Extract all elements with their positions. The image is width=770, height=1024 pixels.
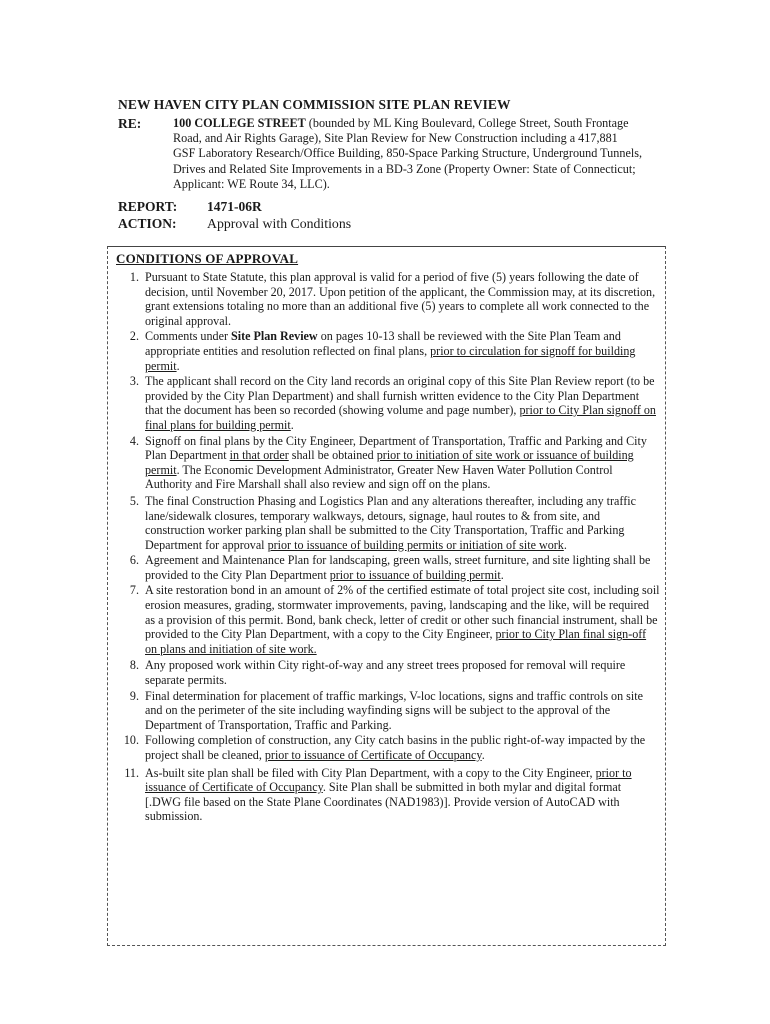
condition-text-run: . <box>500 567 504 582</box>
condition-number: 4. <box>129 433 139 448</box>
condition-underlined-text: prior to issuance of Certificate of Occupancy <box>145 765 632 795</box>
condition-text <box>145 329 660 373</box>
condition-item <box>112 329 660 373</box>
condition-item <box>112 658 660 687</box>
condition-item <box>112 689 660 733</box>
condition-underlined-text: prior to issuance of building permit <box>329 567 501 582</box>
document-title: NEW HAVEN CITY PLAN COMMISSION SITE PLAN REVIEW <box>118 97 511 112</box>
condition-number: 6. <box>129 553 139 568</box>
condition-item <box>112 766 660 824</box>
condition-item <box>112 270 660 328</box>
condition-number: 11. <box>124 765 139 780</box>
condition-number: 3. <box>129 374 139 389</box>
condition-number: 2. <box>129 329 139 344</box>
condition-item <box>112 494 660 552</box>
condition-text-run: Pursuant to State Statute, this plan approval is valid for a period of five (5) years following the date of decision, until November 20, 2017. Upon petition of the applicant, the Commission may, at its discretion, grant extensions totaling no more than an additional five (5) years to complete all work connected to the original approval. <box>145 270 656 328</box>
condition-item <box>112 733 660 762</box>
condition-number: 1. <box>129 270 139 284</box>
condition-number: 5. <box>129 493 139 508</box>
condition-text-run: As-built site plan shall be filed with City Plan Department, with a copy to the City Engineer, <box>145 765 596 780</box>
condition-underlined-text: prior to City Plan signoff on final plans for building permit <box>145 403 656 432</box>
condition-text <box>145 658 660 687</box>
condition-text <box>145 766 660 824</box>
condition-text-run: . <box>176 358 180 373</box>
condition-text-run: Any proposed work within City right-of-way and any street trees proposed for removal will require separate permits. <box>145 658 626 688</box>
condition-text <box>145 494 660 552</box>
conditions-heading: CONDITIONS OF APPROVAL <box>116 251 299 266</box>
condition-text-run: on pages 10-13 shall be reviewed with the Site Plan Team and appropriate entities and resolution reflected on final plans, <box>145 329 621 358</box>
report-number: 1471-06R <box>207 199 262 214</box>
condition-text-run: Agreement and Maintenance Plan for landscaping, green walls, street furniture, and site lighting shall be provided to the City Plan Department <box>145 553 651 582</box>
conditions-list <box>112 270 660 824</box>
condition-text <box>145 689 660 733</box>
condition-text-run: Following completion of construction, any City catch basins in the public right-of-way impacted by the project shall be cleaned, <box>145 733 646 762</box>
condition-text-run: . <box>563 537 567 552</box>
report-label: REPORT: <box>118 199 178 214</box>
condition-item <box>112 553 660 582</box>
condition-text-run: shall be obtained <box>288 448 377 463</box>
condition-item <box>112 583 660 656</box>
condition-text <box>145 270 660 328</box>
condition-underlined-text: prior to City Plan final sign-off on plans and initiation of site work. <box>145 627 647 656</box>
condition-text <box>145 374 660 432</box>
condition-number: 10. <box>123 733 139 748</box>
condition-number: 9. <box>129 688 139 703</box>
condition-text-run: . The Economic Development Administrator, Greater New Haven Water Pollution Control Authority and Fire Marshall shall also review and sign off on the plans. <box>145 462 613 492</box>
condition-text-run: The final Construction Phasing and Logistics Plan and any alterations thereafter, including any traffic lane/sidewalk closures, temporary walkways, detours, signage, haul routes to & from site, and construction worker parking plan shall be submitted to the City Transportation, Traffic and Parking Department for approval <box>145 493 636 552</box>
condition-text-run: Signoff on final plans by the City Engineer, Department of Transportation, Traffic and Parking and City Plan Department <box>145 433 647 463</box>
condition-text-run: . <box>290 417 294 432</box>
condition-text-run: Comments under <box>145 329 231 344</box>
re-address: 100 COLLEGE STREET <box>173 116 306 130</box>
condition-text <box>145 733 660 762</box>
condition-text-run: A site restoration bond in an amount of 2% of the certified estimate of total project site cost, including soil erosion measures, grading, stormwater improvements, paving, landscaping and the like, will be required as a provision of this permit. Bond, bank check, letter of credit or other such financial instrument, shall be provided to the City Plan Department, with a copy to the City Engineer, <box>145 583 660 642</box>
condition-item <box>112 374 660 432</box>
condition-text-run: Final determination for placement of traffic markings, V-loc locations, signs and traffic controls on site and on the perimeter of the site including wayfinding signs will be subject to the approval of the Department of Transportation, Traffic and Parking. <box>145 688 643 732</box>
re-description <box>173 116 643 192</box>
condition-text-run: . <box>481 748 485 762</box>
condition-text-run: . Site Plan shall be submitted in both mylar and digital format [.DWG file based on the State Plane Coordinates (NAD1983)]. Provide version of AutoCAD with submission. <box>145 780 622 824</box>
condition-text <box>145 553 660 582</box>
condition-number: 8. <box>129 658 139 673</box>
condition-underlined-text: in that order <box>229 448 289 463</box>
re-details: (bounded by ML King Boulevard, College Street, South Frontage Road, and Air Rights Garage), Site Plan Review for New Construction including a 417,881 GSF Laboratory Research/Office Building, 850-Space Parking Structure, Underground Tunnels, Drives and Related Site Improvements in a BD-3 Zone (Property Owner: State of Connecticut; Applicant: WE Route 34, LLC). <box>173 116 643 191</box>
action-label: ACTION: <box>118 216 177 231</box>
condition-underlined-text: prior to initiation of site work or issuance of building permit <box>145 448 634 477</box>
condition-text <box>145 434 660 492</box>
condition-item <box>112 434 660 492</box>
re-label: RE: <box>118 116 142 131</box>
condition-text <box>145 583 660 656</box>
condition-bold-text: Site Plan Review <box>231 329 318 344</box>
condition-underlined-text: prior to issuance of building permits or initiation of site work <box>267 537 564 552</box>
action-value: Approval with Conditions <box>207 216 352 231</box>
condition-text-run: The applicant shall record on the City land records an original copy of this Site Plan Review report (to be provided by the City Plan Department) and shall furnish written evidence to the City Plan Department that the document has been so recorded (showing volume and page number), <box>145 374 655 418</box>
condition-underlined-text: prior to circulation for signoff for building permit <box>145 343 636 373</box>
condition-number: 7. <box>129 583 139 598</box>
condition-underlined-text: prior to issuance of Certificate of Occupancy <box>264 748 482 762</box>
